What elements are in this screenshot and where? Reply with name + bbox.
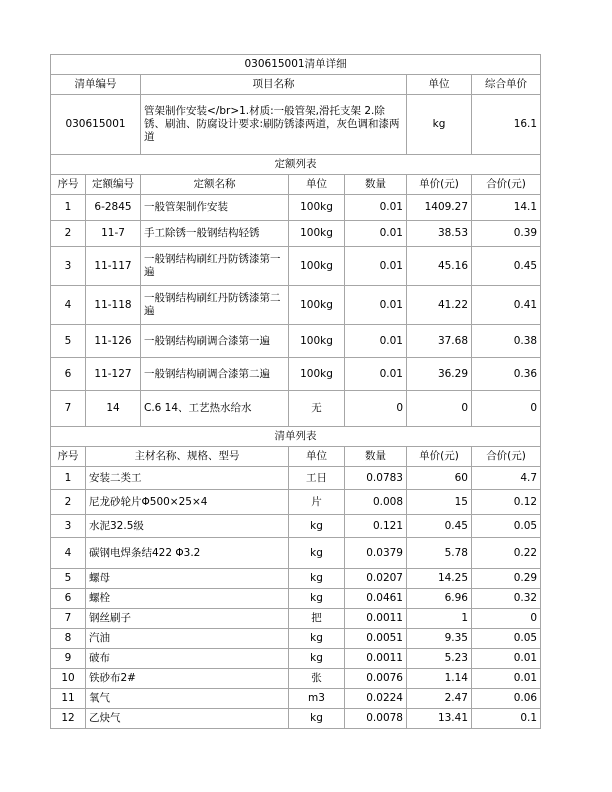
quota-price: 38.53 — [407, 221, 472, 247]
material-section-title: 清单列表 — [51, 427, 541, 447]
material-row — [51, 538, 541, 569]
quota-section-row — [51, 155, 541, 175]
material-index: 10 — [51, 669, 86, 689]
material-col-qty: 数量 — [345, 447, 407, 467]
quota-index: 6 — [51, 358, 86, 391]
quota-name: C.6 14、工艺热水给水 — [141, 391, 289, 427]
material-qty: 0.0076 — [345, 669, 407, 689]
quota-unit: 100kg — [289, 195, 345, 221]
material-unit: kg — [289, 709, 345, 729]
material-qty: 0.008 — [345, 490, 407, 515]
material-index: 1 — [51, 467, 86, 490]
material-price: 13.41 — [407, 709, 472, 729]
quota-unit: 100kg — [289, 247, 345, 286]
quota-price: 41.22 — [407, 286, 472, 325]
material-name: 氧气 — [86, 689, 289, 709]
material-qty: 0.0783 — [345, 467, 407, 490]
material-price: 9.35 — [407, 629, 472, 649]
material-row — [51, 609, 541, 629]
material-unit: kg — [289, 569, 345, 589]
quota-col-total: 合价(元) — [472, 175, 541, 195]
material-index: 5 — [51, 569, 86, 589]
bill-row — [51, 95, 541, 155]
quota-index: 7 — [51, 391, 86, 427]
material-row — [51, 569, 541, 589]
material-col-price: 单价(元) — [407, 447, 472, 467]
quota-name: 手工除锈一般钢结构轻锈 — [141, 221, 289, 247]
material-price: 2.47 — [407, 689, 472, 709]
material-total: 0.05 — [472, 515, 541, 538]
material-name: 螺母 — [86, 569, 289, 589]
material-unit: m3 — [289, 689, 345, 709]
header-bill-code: 清单编号 — [51, 75, 141, 95]
material-total: 0 — [472, 609, 541, 629]
quota-col-name: 定额名称 — [141, 175, 289, 195]
quota-col-index: 序号 — [51, 175, 86, 195]
quota-name: 一般钢结构刷红丹防锈漆第一遍 — [141, 247, 289, 286]
quota-index: 1 — [51, 195, 86, 221]
material-row — [51, 689, 541, 709]
quota-unit: 100kg — [289, 325, 345, 358]
quota-qty: 0.01 — [345, 286, 407, 325]
material-unit: kg — [289, 515, 345, 538]
material-row — [51, 649, 541, 669]
quota-name: 一般钢结构刷红丹防锈漆第二遍 — [141, 286, 289, 325]
quota-total: 0.38 — [472, 325, 541, 358]
material-qty: 0.0078 — [345, 709, 407, 729]
material-total: 0.05 — [472, 629, 541, 649]
material-total: 0.12 — [472, 490, 541, 515]
material-name: 铁砂布2# — [86, 669, 289, 689]
material-row — [51, 589, 541, 609]
quota-qty: 0 — [345, 391, 407, 427]
header-unit: 单位 — [407, 75, 472, 95]
quota-row — [51, 195, 541, 221]
quota-unit: 100kg — [289, 221, 345, 247]
material-unit: kg — [289, 649, 345, 669]
material-qty: 0.0379 — [345, 538, 407, 569]
bill-header-row — [51, 75, 541, 95]
quota-unit: 无 — [289, 391, 345, 427]
quota-total: 0 — [472, 391, 541, 427]
material-total: 0.22 — [472, 538, 541, 569]
quota-row — [51, 325, 541, 358]
quota-price: 0 — [407, 391, 472, 427]
material-row — [51, 669, 541, 689]
bill-unit: kg — [407, 95, 472, 155]
material-row — [51, 490, 541, 515]
quota-price: 36.29 — [407, 358, 472, 391]
material-row — [51, 515, 541, 538]
material-total: 4.7 — [472, 467, 541, 490]
material-qty: 0.0011 — [345, 609, 407, 629]
material-unit: 工日 — [289, 467, 345, 490]
bill-detail-sheet — [50, 54, 540, 729]
material-unit: kg — [289, 538, 345, 569]
quota-price: 45.16 — [407, 247, 472, 286]
quota-code: 11-7 — [86, 221, 141, 247]
quota-qty: 0.01 — [345, 325, 407, 358]
bill-unit-price: 16.1 — [472, 95, 541, 155]
quota-total: 0.36 — [472, 358, 541, 391]
material-unit: kg — [289, 589, 345, 609]
quota-section-title: 定额列表 — [51, 155, 541, 175]
material-index: 8 — [51, 629, 86, 649]
material-col-total: 合价(元) — [472, 447, 541, 467]
material-total: 0.32 — [472, 589, 541, 609]
quota-total: 14.1 — [472, 195, 541, 221]
material-index: 7 — [51, 609, 86, 629]
material-unit: 把 — [289, 609, 345, 629]
title-row — [51, 55, 541, 75]
material-qty: 0.0011 — [345, 649, 407, 669]
material-index: 11 — [51, 689, 86, 709]
quota-index: 4 — [51, 286, 86, 325]
material-unit: 张 — [289, 669, 345, 689]
quota-index: 5 — [51, 325, 86, 358]
material-index: 6 — [51, 589, 86, 609]
quota-price: 37.68 — [407, 325, 472, 358]
quota-name: 一般钢结构刷调合漆第一遍 — [141, 325, 289, 358]
quota-qty: 0.01 — [345, 195, 407, 221]
header-item-name: 项目名称 — [141, 75, 407, 95]
quota-col-unit: 单位 — [289, 175, 345, 195]
material-header-row — [51, 447, 541, 467]
bill-item-name: 管架制作安装</br>1.材质:一般管架,滑托支架 2.除锈、刷油、防腐设计要求:刷防锈漆两道，灰色调和漆两道 — [141, 95, 407, 155]
quota-name: 一般钢结构刷调合漆第二遍 — [141, 358, 289, 391]
material-name: 尼龙砂轮片Φ500×25×4 — [86, 490, 289, 515]
quota-code: 14 — [86, 391, 141, 427]
quota-unit: 100kg — [289, 286, 345, 325]
quota-index: 3 — [51, 247, 86, 286]
material-index: 3 — [51, 515, 86, 538]
material-qty: 0.0461 — [345, 589, 407, 609]
quota-row — [51, 358, 541, 391]
material-row — [51, 709, 541, 729]
material-price: 60 — [407, 467, 472, 490]
material-name: 碳钢电焊条结422 Φ3.2 — [86, 538, 289, 569]
quota-qty: 0.01 — [345, 247, 407, 286]
material-name: 汽油 — [86, 629, 289, 649]
material-unit: 片 — [289, 490, 345, 515]
material-qty: 0.121 — [345, 515, 407, 538]
material-price: 15 — [407, 490, 472, 515]
material-price: 5.23 — [407, 649, 472, 669]
material-price: 1 — [407, 609, 472, 629]
material-col-index: 序号 — [51, 447, 86, 467]
material-unit: kg — [289, 629, 345, 649]
quota-qty: 0.01 — [345, 358, 407, 391]
material-name: 水泥32.5级 — [86, 515, 289, 538]
material-name: 破布 — [86, 649, 289, 669]
material-name: 钢丝刷子 — [86, 609, 289, 629]
material-index: 2 — [51, 490, 86, 515]
quota-total: 0.41 — [472, 286, 541, 325]
quota-total: 0.45 — [472, 247, 541, 286]
material-qty: 0.0051 — [345, 629, 407, 649]
page-title: 030615001清单详细 — [51, 55, 541, 75]
material-price: 1.14 — [407, 669, 472, 689]
material-row — [51, 629, 541, 649]
quota-qty: 0.01 — [345, 221, 407, 247]
quota-price: 1409.27 — [407, 195, 472, 221]
material-price: 5.78 — [407, 538, 472, 569]
material-price: 14.25 — [407, 569, 472, 589]
material-col-unit: 单位 — [289, 447, 345, 467]
quota-row — [51, 247, 541, 286]
quota-code: 11-126 — [86, 325, 141, 358]
material-name: 安装二类工 — [86, 467, 289, 490]
material-total: 0.29 — [472, 569, 541, 589]
material-index: 12 — [51, 709, 86, 729]
header-unit-price: 综合单价 — [472, 75, 541, 95]
material-qty: 0.0207 — [345, 569, 407, 589]
quota-code: 11-118 — [86, 286, 141, 325]
material-section-row — [51, 427, 541, 447]
material-total: 0.01 — [472, 669, 541, 689]
quota-row — [51, 221, 541, 247]
quota-code: 11-117 — [86, 247, 141, 286]
material-col-name: 主材名称、规格、型号 — [86, 447, 289, 467]
material-row — [51, 467, 541, 490]
quota-col-price: 单价(元) — [407, 175, 472, 195]
quota-total: 0.39 — [472, 221, 541, 247]
quota-row — [51, 286, 541, 325]
material-qty: 0.0224 — [345, 689, 407, 709]
bill-detail-table — [50, 54, 541, 729]
material-total: 0.01 — [472, 649, 541, 669]
quota-col-qty: 数量 — [345, 175, 407, 195]
material-price: 6.96 — [407, 589, 472, 609]
material-total: 0.1 — [472, 709, 541, 729]
quota-code: 6-2845 — [86, 195, 141, 221]
quota-name: 一般管架制作安装 — [141, 195, 289, 221]
material-name: 乙炔气 — [86, 709, 289, 729]
material-price: 0.45 — [407, 515, 472, 538]
material-index: 9 — [51, 649, 86, 669]
quota-code: 11-127 — [86, 358, 141, 391]
material-name: 螺栓 — [86, 589, 289, 609]
quota-header-row — [51, 175, 541, 195]
material-index: 4 — [51, 538, 86, 569]
material-total: 0.06 — [472, 689, 541, 709]
quota-index: 2 — [51, 221, 86, 247]
bill-code: 030615001 — [51, 95, 141, 155]
quota-col-code: 定额编号 — [86, 175, 141, 195]
quota-unit: 100kg — [289, 358, 345, 391]
quota-row — [51, 391, 541, 427]
